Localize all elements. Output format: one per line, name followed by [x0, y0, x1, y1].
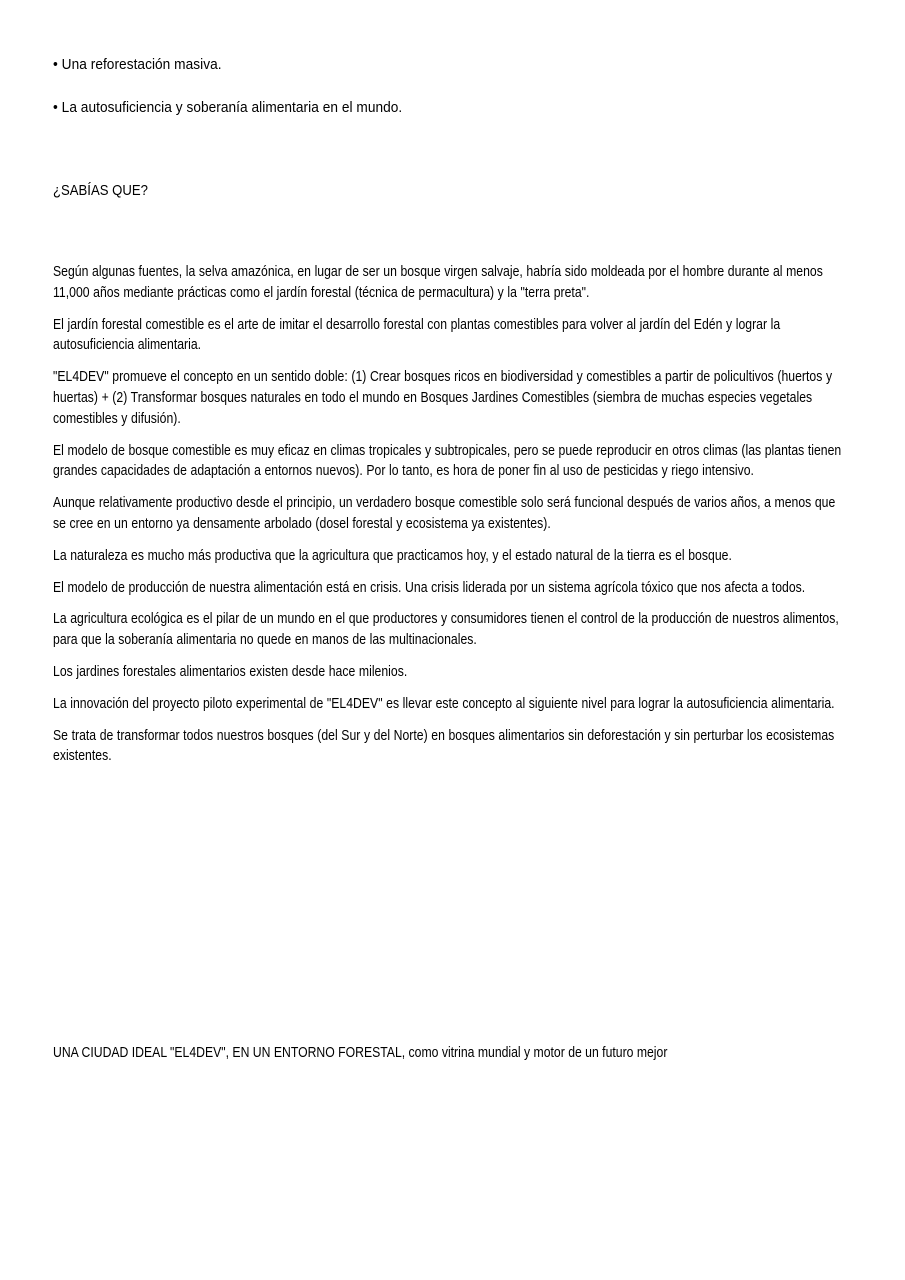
paragraph-transform-forests-text: Se trata de transformar todos nuestros bosques (del Sur y del Norte) en bosques alimentarios sin deforestación y sin perturbar los ecosistemas existentes. [53, 727, 835, 765]
paragraph-productivity-timeline [53, 493, 847, 535]
paragraph-millennia [53, 662, 847, 683]
paragraph-pilot-innovation [53, 694, 847, 715]
paragraph-millennia-text: Los jardines forestales alimentarios existen desde hace milenios. [53, 663, 408, 680]
body-paragraph-group [53, 262, 847, 767]
paragraph-edible-forest-garden-text: El jardín forestal comestible es el arte de imitar el desarrollo forestal con plantas comestibles para volver al jardín del Edén y lograr la autosuficiencia alimentaria. [53, 316, 781, 354]
section-heading-sabias-que [53, 182, 158, 201]
bullet-item-food-sovereignty-text: • La autosuficiencia y soberanía alimentaria en el mundo. [53, 99, 403, 116]
paragraph-climate-adaptation-text: El modelo de bosque comestible es muy eficaz en climas tropicales y subtropicales, pero se puede reproducir en otros climas (las plantas tienen grandes capacidades de adaptación a entornos nuevos). Por lo tanto, es hora de poner fin al uso de pesticidas y riego intensivo. [53, 442, 842, 480]
paragraph-organic-agriculture-text: La agricultura ecológica es el pilar de un mundo en el que productores y consumidores tienen el control de la producción de nuestros alimentos, para que la soberanía alimentaria no quede en manos de las multinacionales. [53, 611, 839, 649]
paragraph-edible-forest-garden [53, 315, 847, 357]
section-heading-sabias-que-text: ¿SABÍAS QUE? [53, 183, 148, 199]
paragraph-amazon-origins-text: Según algunas fuentes, la selva amazónica, en lugar de ser un bosque virgen salvaje, habría sido moldeada por el hombre durante al menos 11,000 años mediante prácticas como el jardín forestal (técnica de permacultura) y la "terra preta". [53, 264, 823, 301]
closing-statement-text: UNA CIUDAD IDEAL "EL4DEV", EN UN ENTORNO FORESTAL, como vitrina mundial y motor de un futuro mejor [53, 1045, 668, 1061]
paragraph-el4dev-concept-text: "EL4DEV" promueve el concepto en un sentido doble: (1) Crear bosques ricos en biodiversidad y comestibles a partir de policultivos (huertos y huertas) + (2) Transformar bosques naturales en todo el mundo en Bosques Jardines Comestibles (siembra de muchas especies vegetales comestibles y difusión). [53, 369, 833, 427]
bullet-item-food-sovereignty [53, 98, 441, 117]
closing-statement [53, 1043, 772, 1064]
paragraph-food-crisis-text: El modelo de producción de nuestra alimentación está en crisis. Una crisis liderada por un sistema agrícola tóxico que nos afecta a todos. [53, 579, 806, 596]
paragraph-transform-forests [53, 726, 847, 768]
paragraph-food-crisis [53, 578, 847, 599]
paragraph-nature-productivity [53, 546, 847, 567]
paragraph-amazon-origins [53, 262, 847, 304]
paragraph-productivity-timeline-text: Aunque relativamente productivo desde el principio, un verdadero bosque comestible solo será funcional después de varios años, a menos que se cree en un entorno ya densamente arbolado (dosel forestal y ecosistema ya existentes). [53, 495, 836, 532]
paragraph-climate-adaptation [53, 441, 847, 483]
paragraph-pilot-innovation-text: La innovación del proyecto piloto experimental de "EL4DEV" es llevar este concepto al siguiente nivel para lograr la autosuficiencia alimentaria. [53, 695, 835, 712]
paragraph-organic-agriculture [53, 609, 847, 651]
paragraph-el4dev-concept [53, 367, 847, 429]
paragraph-nature-productivity-text: La naturaleza es mucho más productiva que la agricultura que practicamos hoy, y el estado natural de la tierra es el bosque. [53, 547, 732, 564]
bullet-item-reforestation [53, 55, 240, 74]
bullet-item-reforestation-text: • Una reforestación masiva. [53, 56, 222, 73]
